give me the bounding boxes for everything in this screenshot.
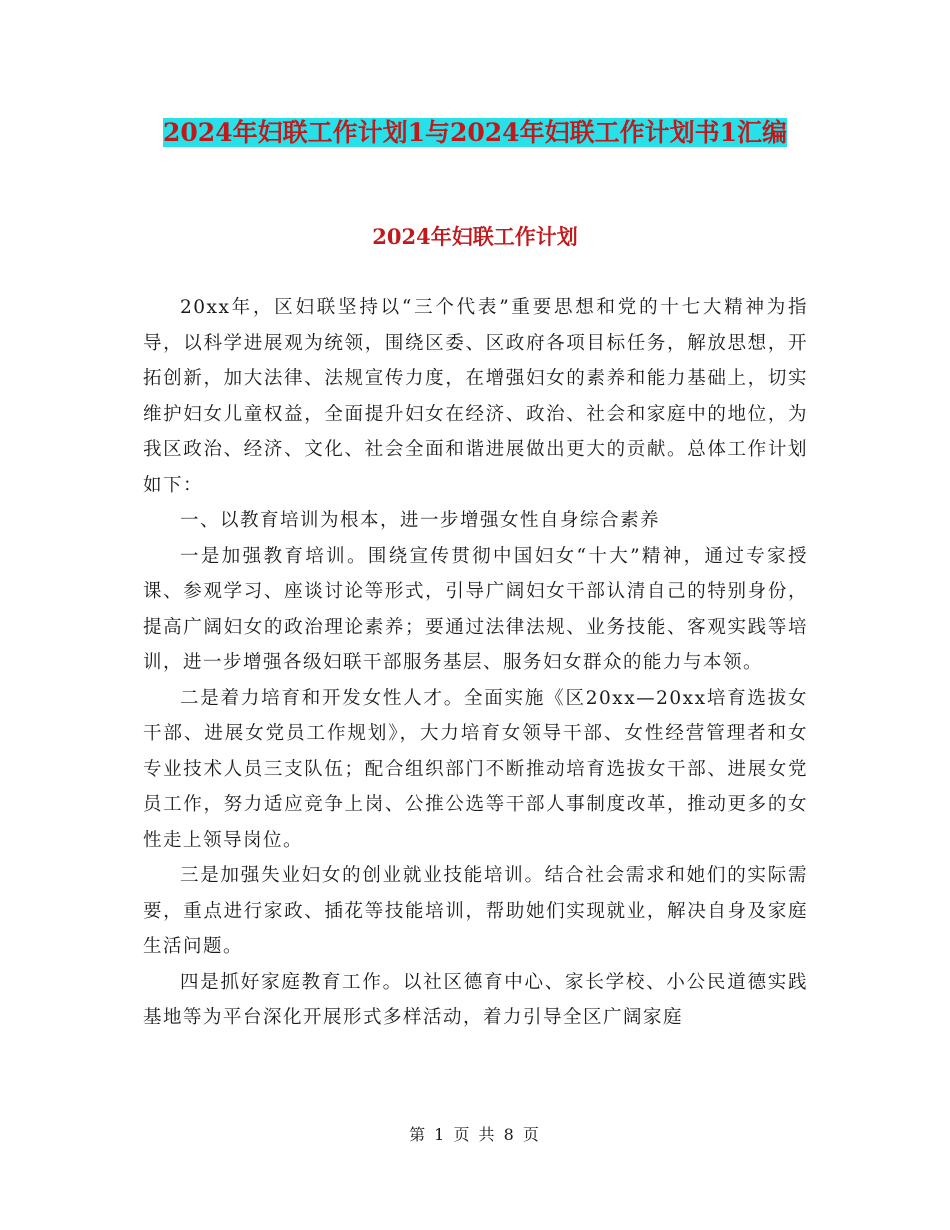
paragraph-intro: 20xx年，区妇联坚持以“三个代表”重要思想和党的十七大精神为指导，以科学进展观为统领，围绕区委、区政府各项目标任务，解放思想，开拓创新，加大法律、法规宣传力度，在增强妇女的素养和能力基础上，切实维护妇女儿童权益，全面提升妇女在经济、政治、社会和家庭中的地位，为我区政治、经济、文化、社会全面和谐进展做出更大的贡献。总体工作计划如下： [143, 297, 808, 496]
section-title: 2024年妇联工作计划 [372, 224, 578, 249]
page-number-footer: 第 1 页 共 8 页 [409, 1125, 541, 1144]
document-title [140, 112, 810, 154]
paragraph-item-4: 四是抓好家庭教育工作。以社区德育中心、家长学校、小公民道德实践基地等为平台深化开展形式多样活动，着力引导全区广阔家庭 [143, 971, 808, 1028]
title-highlight: 2024年妇联工作计划1与2024年妇联工作计划书1汇编 [163, 118, 787, 147]
paragraph-item-1: 一是加强教育培训。围绕宣传贯彻中国妇女“十大”精神，通过专家授课、参观学习、座谈讨论等形式，引导广阔妇女干部认清自己的特别身份，提高广阔妇女的政治理论素养；要通过法律法规、业务技能、客观实践等培训，进一步增强各级妇联干部服务基层、服务妇女群众的能力与本领。 [143, 545, 808, 673]
paragraph-heading-1: 一、以教育培训为根本，进一步增强女性自身综合素养 [180, 510, 661, 531]
document-body [143, 290, 808, 1036]
paragraph-item-2: 二是着力培育和开发女性人才。全面实施《区20xx—20xx培育选拔女干部、进展女党员工作规划》，大力培育女领导干部、女性经营管理者和女专业技术人员三支队伍；配合组织部门不断推动培育选拔女干部、进展女党员工作，努力适应竞争上岗、公推公选等干部人事制度改革，推动更多的女性走上领导岗位。 [143, 687, 808, 851]
paragraph-item-3: 三是加强失业妇女的创业就业技能培训。结合社会需求和她们的实际需要，重点进行家政、插花等技能培训，帮助她们实现就业，解决自身及家庭生活问题。 [143, 865, 808, 957]
